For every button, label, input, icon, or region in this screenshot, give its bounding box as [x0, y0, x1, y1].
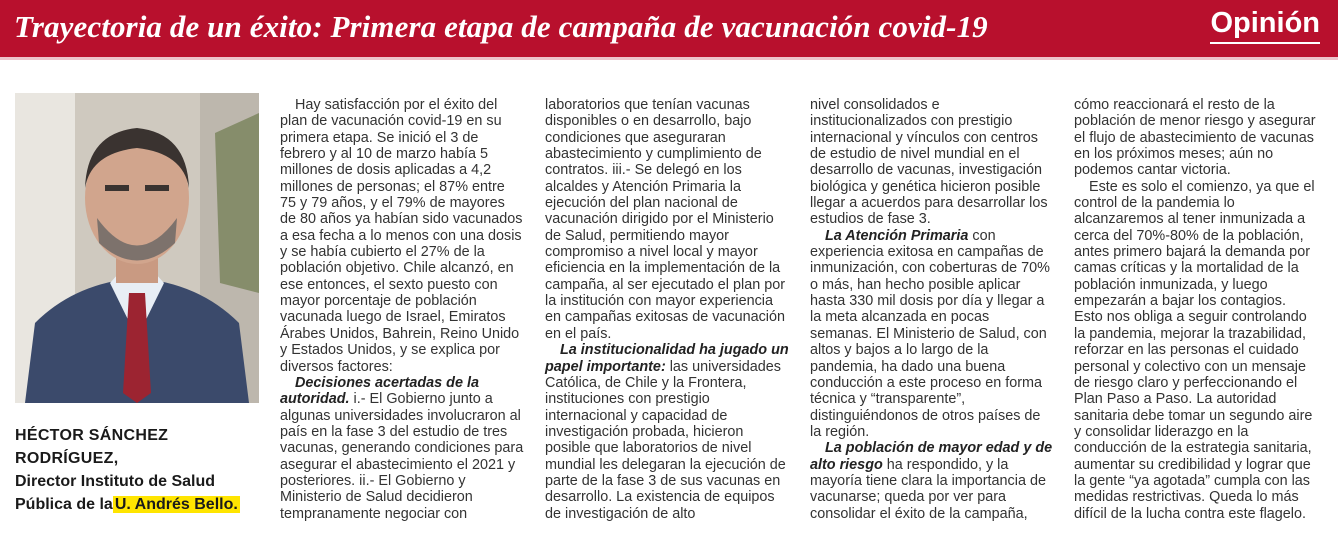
author-name: HÉCTOR SÁNCHEZ RODRÍGUEZ,	[15, 427, 169, 467]
paragraph-decisions	[280, 375, 524, 522]
paragraph-decisions-cont: laboratorios que tenían vacunas disponibles o en desarrollo, bajo condiciones que aseguraran abastecimiento y cumplimiento de contratos. iii.- Se delegó en los alcaldes y Atención Primaria la ejecución del plan nacional de vacunación dirigido por el Ministerio de Salud, permitiendo mayor compromiso a nivel local y mayor eficiencia en la implementación de la campaña, al ser ejecutado el plan por la institución con mayor experiencia en campañas exitosas de vacunación en el país.	[545, 97, 785, 342]
header-banner	[0, 0, 1338, 57]
article-column-1	[280, 97, 524, 522]
article-column-2	[545, 97, 789, 522]
subhead-elderly: La población de mayor edad y de alto riesgo	[810, 440, 1053, 473]
subhead-decisions: Decisiones acertadas de la autoridad.	[280, 374, 479, 408]
section-label[interactable]: Opinión	[1210, 6, 1320, 44]
subhead-primary-care: La Atención Primaria	[825, 227, 969, 244]
article-column-3	[810, 97, 1054, 522]
paragraph-primary-care	[810, 228, 1054, 440]
paragraph-conclusion: Este es solo el comienzo, ya que el control de la pandemia lo alcanzaremos al tener inmunizada a cerca del 70%-80% de la población, antes primero bajará la demanda por camas críticas y la mortalidad de la población inmunizada, y luego empezarán a bajar los contagios. Esto nos obliga a seguir controlando la pandemia, mejorar la trazabilidad, reforzar en las personas el cuidado personal y colectivo con un mensaje de riesgo claro y perfeccionando el Plan Paso a Paso. La autoridad sanitaria debe tomar un segundo aire y consolidar liderazgo en la conducción de la estrategia sanitaria, aumentar su credibilidad y lograr que la gente “ya agotada” cumpla con las medidas restrictivas. Queda lo más difícil de la lucha contra este flagelo.	[1074, 178, 1315, 522]
paragraph-elderly	[810, 440, 1054, 522]
article-title: Trayectoria de un éxito: Primera etapa de campaña de vacunación covid-19	[14, 9, 988, 44]
paragraph-decisions-text: i.- El Gobierno junto a algunas universidades involucraron al país en la fase 3 del estudio de tres vacunas, generando condiciones para asegurar el abastecimiento el 2021 y posteriores. ii.- El Gobierno y Ministerio de Salud decidieron tempranamente negociar con	[280, 391, 524, 522]
header-rule	[0, 57, 1338, 60]
paragraph-primary-care-text: con experiencia exitosa en campañas de inmunización, con coberturas de 70% o más, han hecho posible aplicar hasta 330 mil dosis por día y llegar a la meta alcanzada en pocas semanas. El Ministerio de Salud, con altos y bajos a lo largo de la pandemia, ha dado una buena conducción a este proceso en forma técnica y “transparente”, distinguiéndonos de otros países de la región.	[810, 227, 1050, 440]
subhead-institutions: La institucionalidad ha jugado un papel importante:	[545, 342, 789, 375]
author-role: Director Instituto de Salud Pública de la	[15, 473, 216, 513]
paragraph-elderly-text: ha respondido, y la mayoría tiene clara la importancia de vacunarse; queda por ver para consolidar el éxito de la campaña,	[810, 456, 1046, 522]
paragraph-intro: Hay satisfacción por el éxito del plan de vacunación covid-19 en su primera etapa. Se inició el 3 de febrero y al 10 de marzo había 5 millones de dosis aplicadas a 4,2 millones de personas; el 87% entre 75 y 79 años, y el 79% de mayores de 80 años ya habían sido vacunados a esa fecha a lo menos con una dosis y se había cubierto el 27% de la población objetivo. Chile alcanzó, en ese entonces, el sexto puesto con mayor porcentaje de población vacunada luego de Israel, Emiratos Árabes Unidos, Bahrein, Reino Unido y Estados Unidos, y se explica por diversos factores:	[280, 97, 523, 375]
paragraph-institutions-cont: nivel consolidados e institucionalizados con prestigio internacional y vínculos con centros de estudio de nivel mundial en el desarrollo de vacunas, investigación biológica y genética hicieron posible llegar a acuerdos para desarrollar los estudios de fase 3.	[810, 97, 1048, 228]
paragraph-institutions-text: las universidades Católica, de Chile y la Frontera, instituciones con prestigio internacional y capacidad de investigación probada, hicieron posible que laboratorios de nivel mundial les delegaran la ejecución de parte de la fase 3 de sus vacunas en desarrollo. La existencia de equipos de investigación de alto	[545, 358, 786, 522]
paragraph-elderly-cont: cómo reaccionará el resto de la población de menor riesgo y asegurar el flujo de abastecimiento de vacunas en los próximos meses; aún no podemos cantar victoria.	[1074, 97, 1316, 179]
author-byline	[15, 424, 260, 516]
author-portrait-icon	[15, 93, 259, 403]
paragraph-institutions	[545, 342, 789, 522]
author-institution: U. Andrés Bello.	[114, 496, 238, 513]
author-photo	[15, 93, 259, 403]
article-column-4	[1074, 97, 1318, 522]
